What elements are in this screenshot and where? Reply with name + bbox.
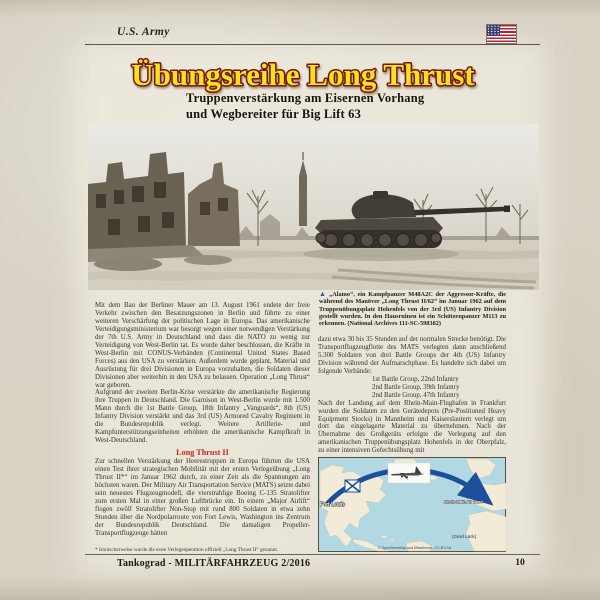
article-subtitle bbox=[186, 90, 486, 122]
battle-group-list bbox=[318, 376, 506, 400]
section-heading-long-thrust-2: Long Thrust II bbox=[176, 448, 229, 458]
map-label-origin: Fort Lewis bbox=[320, 502, 346, 508]
footnote: * Ironischerweise wurde die erste Verlegeoperation offiziell „Long Thrust II“ genannt. bbox=[95, 546, 279, 553]
body-paragraph: dazu etwa 30 bis 35 Stunden auf der normalen Strecke benötigt. Die Transportflugzeugflotte des MATS verlegten dann anschließend 5.300 Soldaten von drei Battle Groups der 4th (US) Infantry Division während der Aufmarschphase. Es handelte sich dabei um folgende Verbände: bbox=[318, 336, 506, 375]
airlift-route-map bbox=[318, 457, 506, 552]
map-attribution: © OpenStreetMap und Mitwirkende, CC-BY-SA bbox=[378, 546, 452, 550]
us-flag-icon bbox=[486, 24, 517, 44]
body-paragraph: Nach der Landung auf dem Rhein-Main-Flughafen in Frankfurt wurden die Soldaten zu den Gerätedepots (Pre-Positioned Heavy Equipment Stocks) in Mannheim und Kaiserslautern verlegt um dort das eingelagerte Material zu übernehmen. Nach der Übernahme des Großgeräts erfolgte die Verlegung auf den amerikanischen Truppenübungsplatz Hohenfels in der Oberpfalz, zu einer intensiven Gefechtsübung mit bbox=[318, 399, 506, 455]
body-paragraph: Mit dem Bau der Berliner Mauer am 13. August 1961 endete der freie Verkehr zwischen den Besatzungszonen in Berlin und führte zu einer weiteren Verschärfung der politischen Lage in Europa. Das amerikanische Verteidigungsministerium war besorgt wegen einer notwendigen Verstärkung der 7th U.S. Army in Deutschland und dass die NATO zu wenig zur Verteidigung von West-Berlin tat. Es wurde daher beschlossen, die Kräfte in West-Berlin mit CONUS-Verbänden (Continental United States Based Forces) aus den USA zu verstärken. Außerdem wurde geplant, Material und Ausrüstung für drei Divisionen in Europa vorzuhalten, die Soldaten dieser Divisionen aber weiterhin in den USA zu belassen. Operation „Long Thrust“ war geboren. bbox=[95, 302, 310, 389]
aircraft-icon bbox=[388, 463, 430, 483]
footer-rule bbox=[85, 554, 540, 555]
photo-caption bbox=[319, 291, 506, 327]
article-title: Übungsreihe Long Thrust bbox=[131, 57, 475, 92]
unit-insignia-icon bbox=[345, 480, 360, 492]
caption-arrow-icon: ▲ bbox=[319, 290, 328, 298]
list-item: 2nd Battle Group, 47th Infantry bbox=[372, 391, 460, 399]
article-column-left bbox=[95, 302, 310, 553]
flag-canton bbox=[487, 25, 500, 36]
article-column-right bbox=[318, 336, 506, 455]
header-rule bbox=[85, 44, 540, 45]
header-section-label: U.S. Army bbox=[117, 26, 170, 38]
map-credit: (Gerd Lück) bbox=[452, 534, 477, 539]
body-paragraph: Aufgrund der zweiten Berlin-Krise verstärkte die amerikanische Regierung ihre Truppen in Deutschland. Die Garnison in West-Berlin wurde mit 1.500 Mann durch die 1st Battle Group, 18th Infantry „Vanguards“, 8th (US) Infantry Division verstärkt und das 3rd (US) Armored Cavalry Regiment in die Bundesrepublik verlegt. Weitere Artillerie- und Kampfunterstützungseinheiten erhöhten die amerikanische Kampfkraft in West-Deutschland. bbox=[95, 389, 310, 445]
photo-caption-text: „Alamo“, ein Kampfpanzer M48A2C der Aggressor-Kräfte, die während des Manöver „Long Thrust II/62“ im Januar 1962 auf dem Truppenübungsplatz Hohenfels von der 3rd (US) Infantry Division gestellt wurden. In den Hausruinen ist ein Schützenpanzer M113 zu erkennen. (National Archives 111-SC-598382) bbox=[319, 291, 507, 328]
footer-magazine-title: Tankograd - MILITÄRFAHRZEUG 2/2016 bbox=[117, 558, 311, 569]
page-number: 10 bbox=[515, 558, 525, 568]
subtitle-line-1: Truppenverstärkung am Eisernen Vorhang bbox=[186, 91, 425, 105]
list-item: 1st Battle Group, 22nd Infantry bbox=[372, 375, 459, 383]
list-item: 2nd Battle Group, 39th Infantry bbox=[372, 383, 460, 391]
body-paragraph: Zur schnellen Verstärkung der Heerestruppen in Europa führten die USA einen Test ihrer strategischen Mobilität mit der ersten Verlegeübung „Long Thrust II*“ im Januar 1962 durch, zu einer Zeit als die Spannungen am höchsten waren. Der Military Air Transportation Service (MATS) setzte dabei sein neuestes Flugzeugmodell, die vierstrahlige Boeing C-135 Stratolifter zum ersten Mal in einer großen Luftbrücke ein. In einem „Major Airlift“ flogen zwölf Stratolifter Non-Stop mit rund 800 Soldaten in etwa zehn Stunden über die Nordpolarroute von Fort Lewis, Washington ins Zentrum der Bundesrepublik Deutschland. Die damaligen Propeller-Transportflugzeuge hätten bbox=[95, 458, 310, 537]
map-label-destination: Rhein-Main Air Base bbox=[444, 499, 483, 504]
tank-photo bbox=[88, 124, 539, 290]
subtitle-line-2: und Wegbereiter für Big Lift 63 bbox=[186, 107, 362, 121]
